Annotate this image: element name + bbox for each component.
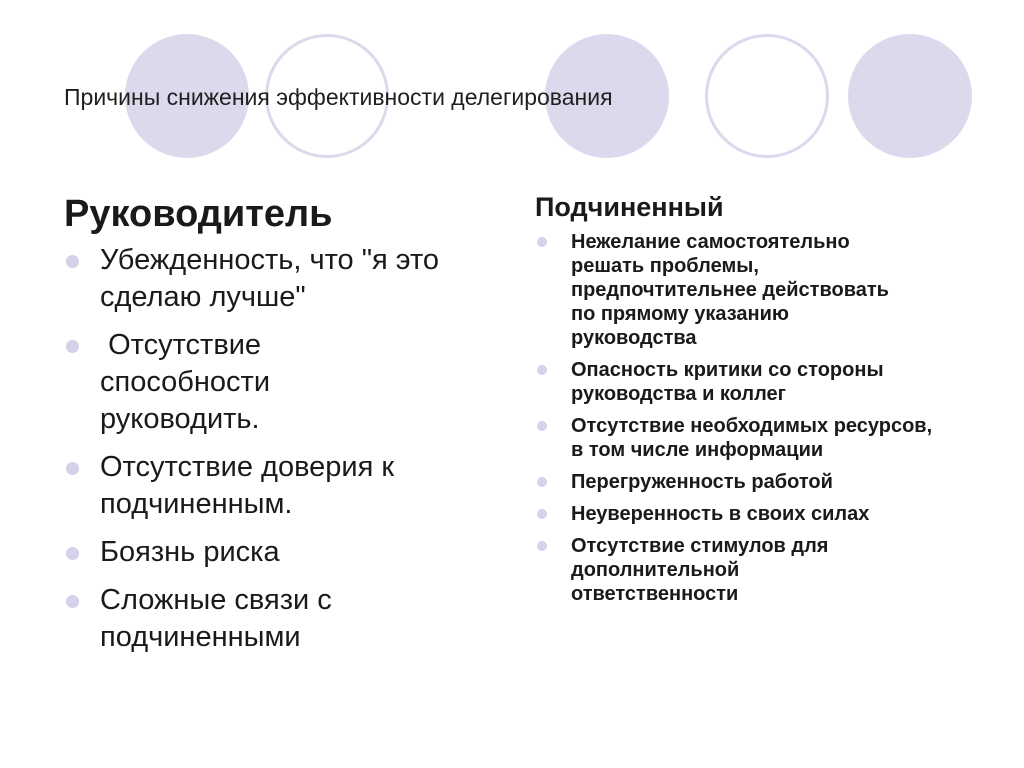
manager-item-text: Отсутствие доверия к подчиненным. [100, 451, 395, 520]
bullet-icon [537, 365, 547, 375]
manager-item-text: Отсутствие способности руководить. [100, 329, 279, 435]
manager-list-item [64, 327, 350, 438]
subordinate-item-text: Нежелание самостоятельно решать проблемы, предпочтительнее действовать по прямому указанию руководства [571, 231, 889, 349]
manager-item-text: Убежденность, что "я это сделаю лучше" [100, 244, 440, 313]
subordinate-list-item [535, 502, 1011, 526]
manager-list [64, 242, 484, 656]
subordinate-item-text: Отсутствие стимулов для дополнительной ответственности [571, 535, 829, 605]
manager-list-item [64, 582, 430, 656]
manager-item-text: Сложные связи с подчиненными [100, 584, 332, 653]
bullet-icon [537, 541, 547, 551]
bullet-icon [537, 477, 547, 487]
bullet-icon [66, 547, 79, 560]
slide-title: Причины снижения эффективности делегирования [64, 84, 613, 110]
manager-column [64, 186, 484, 667]
manager-list-item [64, 534, 480, 571]
subordinate-list [535, 230, 995, 606]
bullet-icon [66, 255, 79, 268]
subordinate-item-text: Отсутствие необходимых ресурсов, в том числе информации [571, 415, 933, 461]
manager-heading: Руководитель [64, 193, 333, 235]
subordinate-list-item [535, 230, 911, 350]
subordinate-item-text: Перегруженность работой [571, 471, 833, 493]
bullet-icon [537, 509, 547, 519]
bullet-icon [66, 340, 79, 353]
decorative-circle-filled [848, 34, 972, 158]
bullet-icon [537, 421, 547, 431]
subordinate-item-text: Опасность критики со стороны руководства и коллег [571, 359, 884, 405]
decorative-circle-outline [705, 34, 829, 158]
subordinate-item-text: Неуверенность в своих силах [571, 503, 870, 525]
subordinate-list-item [535, 414, 941, 462]
bullet-icon [66, 595, 79, 608]
manager-item-text: Боязнь риска [100, 536, 280, 568]
bullet-icon [66, 462, 79, 475]
manager-list-item [64, 242, 470, 316]
subordinate-column [535, 190, 995, 614]
subordinate-list-item [535, 534, 911, 606]
subordinate-heading: Подчиненный [535, 192, 724, 222]
manager-list-item [64, 449, 480, 523]
bullet-icon [537, 237, 547, 247]
subordinate-list-item [535, 358, 1011, 406]
subordinate-list-item [535, 470, 1011, 494]
